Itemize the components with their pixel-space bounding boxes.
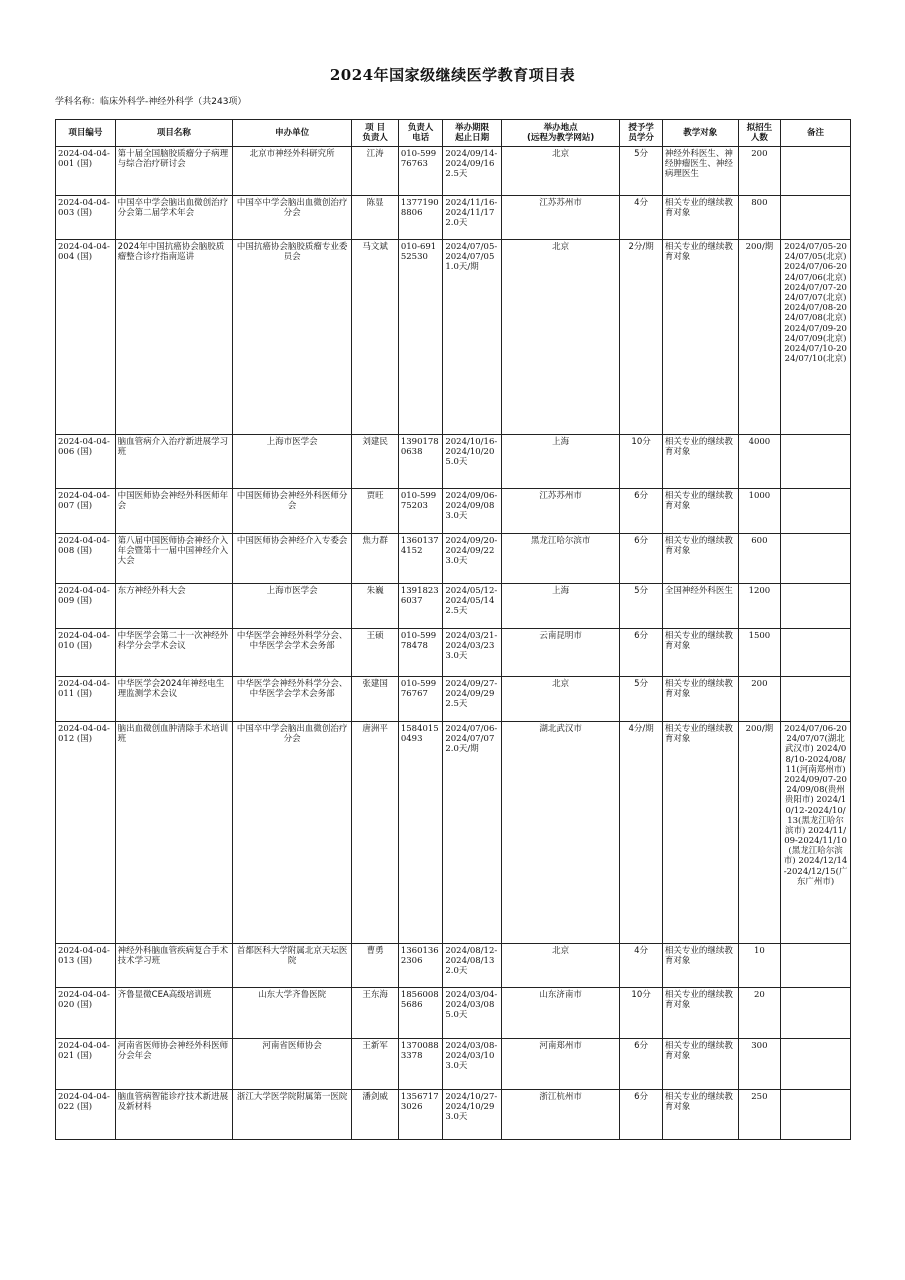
cell-name: 中华医学会2024年神经电生理监测学术会议	[115, 677, 232, 722]
cell-name: 中华医学会第二十一次神经外科学分会学术会议	[115, 629, 232, 677]
cell-target: 相关专业的继续教育对象	[662, 677, 738, 722]
cell-id: 2024-04-04-003 (国)	[56, 196, 116, 240]
cell-period: 2024/03/04-2024/03/08 5.0天	[443, 988, 502, 1039]
cell-credit: 5分	[620, 584, 662, 629]
cell-name: 中国卒中学会脑出血微创治疗分会第二届学术年会	[115, 196, 232, 240]
cell-period: 2024/09/27-2024/09/29 2.5天	[443, 677, 502, 722]
cell-person: 张建国	[352, 677, 399, 722]
cell-id: 2024-04-04-012 (国)	[56, 722, 116, 944]
project-table	[55, 119, 851, 1140]
cell-id: 2024-04-04-021 (国)	[56, 1039, 116, 1090]
cell-note	[781, 147, 851, 196]
cell-place: 北京	[502, 147, 620, 196]
cell-credit: 4分	[620, 944, 662, 988]
cell-note	[781, 1090, 851, 1140]
cell-target: 相关专业的继续教育对象	[662, 240, 738, 435]
cell-credit: 2分/期	[620, 240, 662, 435]
table-row	[56, 435, 851, 489]
cell-period: 2024/10/16-2024/10/20 5.0天	[443, 435, 502, 489]
cell-id: 2024-04-04-004 (国)	[56, 240, 116, 435]
cell-phone: 13601374152	[398, 534, 443, 584]
table-row	[56, 988, 851, 1039]
cell-org: 中国抗癌协会脑胶质瘤专业委员会	[233, 240, 352, 435]
cell-period: 2024/08/12-2024/08/13 2.0天	[443, 944, 502, 988]
cell-name: 东方神经外科大会	[115, 584, 232, 629]
header-id: 项目编号	[56, 120, 116, 147]
table-row	[56, 1039, 851, 1090]
cell-phone: 13901780638	[398, 435, 443, 489]
cell-note	[781, 584, 851, 629]
cell-target: 相关专业的继续教育对象	[662, 435, 738, 489]
cell-credit: 4分/期	[620, 722, 662, 944]
cell-name: 中国医师协会神经外科医师年会	[115, 489, 232, 534]
header-target: 教学对象	[662, 120, 738, 147]
cell-org: 中国卒中学会脑出血微创治疗分会	[233, 196, 352, 240]
cell-period: 2024/09/14-2024/09/16 2.5天	[443, 147, 502, 196]
table-row	[56, 534, 851, 584]
cell-count: 1000	[738, 489, 780, 534]
cell-org: 中华医学会神经外科学分会、中华医学会学术会务部	[233, 629, 352, 677]
cell-phone: 010-59976767	[398, 677, 443, 722]
cell-name: 齐鲁显微CEA高级培训班	[115, 988, 232, 1039]
table-body	[56, 147, 851, 1140]
cell-period: 2024/07/05-2024/07/05 1.0天/期	[443, 240, 502, 435]
cell-period: 2024/07/06-2024/07/07 2.0天/期	[443, 722, 502, 944]
cell-credit: 6分	[620, 489, 662, 534]
cell-period: 2024/11/16-2024/11/17 2.0天	[443, 196, 502, 240]
cell-phone: 18560085686	[398, 988, 443, 1039]
cell-credit: 6分	[620, 1090, 662, 1140]
cell-name: 2024年中国抗癌协会脑胶质瘤整合诊疗指南巡讲	[115, 240, 232, 435]
cell-note	[781, 988, 851, 1039]
cell-id: 2024-04-04-008 (国)	[56, 534, 116, 584]
cell-note: 2024/07/05-2024/07/05(北京) 2024/07/06-2024/07/06(北京) 2024/07/07-2024/07/07(北京) 2024/07/08-2024/07/08(北京) 2024/07/09-2024/07/09(北京) 2024/07/10-2024/07/10(北京)	[781, 240, 851, 435]
cell-note	[781, 196, 851, 240]
cell-org: 首都医科大学附属北京天坛医院	[233, 944, 352, 988]
cell-place: 浙江杭州市	[502, 1090, 620, 1140]
cell-count: 20	[738, 988, 780, 1039]
cell-org: 北京市神经外科研究所	[233, 147, 352, 196]
cell-id: 2024-04-04-011 (国)	[56, 677, 116, 722]
header-person: 项 目 负责人	[352, 120, 399, 147]
cell-count: 250	[738, 1090, 780, 1140]
cell-person: 王新军	[352, 1039, 399, 1090]
cell-credit: 10分	[620, 435, 662, 489]
cell-phone: 010-59975203	[398, 489, 443, 534]
cell-place: 江苏苏州市	[502, 489, 620, 534]
cell-count: 800	[738, 196, 780, 240]
cell-credit: 5分	[620, 677, 662, 722]
cell-place: 河南郑州市	[502, 1039, 620, 1090]
cell-phone: 010-59976763	[398, 147, 443, 196]
cell-target: 相关专业的继续教育对象	[662, 944, 738, 988]
cell-target: 相关专业的继续教育对象	[662, 722, 738, 944]
cell-note	[781, 435, 851, 489]
cell-target: 相关专业的继续教育对象	[662, 489, 738, 534]
cell-org: 上海市医学会	[233, 435, 352, 489]
cell-org: 中国卒中学会脑出血微创治疗分会	[233, 722, 352, 944]
header-phone: 负责人 电话	[398, 120, 443, 147]
cell-place: 云南昆明市	[502, 629, 620, 677]
table-row	[56, 196, 851, 240]
table-row	[56, 489, 851, 534]
cell-target: 全国神经外科医生	[662, 584, 738, 629]
header-org: 申办单位	[233, 120, 352, 147]
cell-id: 2024-04-04-009 (国)	[56, 584, 116, 629]
cell-person: 马文斌	[352, 240, 399, 435]
cell-place: 北京	[502, 677, 620, 722]
cell-count: 300	[738, 1039, 780, 1090]
cell-person: 贾旺	[352, 489, 399, 534]
cell-period: 2024/03/08-2024/03/10 3.0天	[443, 1039, 502, 1090]
cell-count: 200/期	[738, 240, 780, 435]
cell-phone: 13700883378	[398, 1039, 443, 1090]
cell-target: 神经外科医生、神经肿瘤医生、神经病理医生	[662, 147, 738, 196]
header-name: 项目名称	[115, 120, 232, 147]
cell-id: 2024-04-04-022 (国)	[56, 1090, 116, 1140]
cell-org: 河南省医师协会	[233, 1039, 352, 1090]
cell-credit: 10分	[620, 988, 662, 1039]
cell-name: 第十届全国脑胶质瘤分子病理与综合治疗研讨会	[115, 147, 232, 196]
cell-credit: 6分	[620, 629, 662, 677]
cell-person: 江涛	[352, 147, 399, 196]
cell-org: 中国医师协会神经介入专委会	[233, 534, 352, 584]
cell-note	[781, 489, 851, 534]
cell-note	[781, 534, 851, 584]
cell-phone: 010-59978478	[398, 629, 443, 677]
cell-id: 2024-04-04-001 (国)	[56, 147, 116, 196]
cell-org: 上海市医学会	[233, 584, 352, 629]
cell-note	[781, 629, 851, 677]
cell-count: 200/期	[738, 722, 780, 944]
page-title: 2024年国家级继续医学教育项目表	[329, 66, 576, 84]
table-row	[56, 240, 851, 435]
cell-place: 湖北武汉市	[502, 722, 620, 944]
header-count: 拟招生 人数	[738, 120, 780, 147]
cell-person: 曹勇	[352, 944, 399, 988]
cell-period: 2024/05/12-2024/05/14 2.5天	[443, 584, 502, 629]
cell-name: 神经外科脑血管疾病复合手术技术学习班	[115, 944, 232, 988]
cell-phone: 13601362306	[398, 944, 443, 988]
cell-count: 200	[738, 677, 780, 722]
cell-count: 1200	[738, 584, 780, 629]
cell-credit: 5分	[620, 147, 662, 196]
cell-person: 王硕	[352, 629, 399, 677]
cell-name: 第八届中国医师协会神经介入年会暨第十一届中国神经介入大会	[115, 534, 232, 584]
table-row	[56, 722, 851, 944]
cell-note	[781, 1039, 851, 1090]
table-row	[56, 1090, 851, 1140]
cell-place: 黑龙江哈尔滨市	[502, 534, 620, 584]
cell-phone: 13918236037	[398, 584, 443, 629]
cell-id: 2024-04-04-013 (国)	[56, 944, 116, 988]
table-row	[56, 677, 851, 722]
cell-place: 江苏苏州市	[502, 196, 620, 240]
cell-person: 刘建民	[352, 435, 399, 489]
cell-target: 相关专业的继续教育对象	[662, 196, 738, 240]
cell-name: 脑血管病智能诊疗技术新进展及新材料	[115, 1090, 232, 1140]
cell-name: 脑出血微创血肿清除手术培训班	[115, 722, 232, 944]
cell-note	[781, 677, 851, 722]
header-note: 备注	[781, 120, 851, 147]
cell-id: 2024-04-04-020 (国)	[56, 988, 116, 1039]
cell-phone: 13567173026	[398, 1090, 443, 1140]
header-place: 举办地点 (远程为教学网站)	[502, 120, 620, 147]
cell-place: 北京	[502, 944, 620, 988]
cell-target: 相关专业的继续教育对象	[662, 629, 738, 677]
cell-place: 上海	[502, 584, 620, 629]
cell-note	[781, 944, 851, 988]
cell-place: 上海	[502, 435, 620, 489]
table-row	[56, 584, 851, 629]
cell-person: 王东海	[352, 988, 399, 1039]
header-period: 举办期限 起止日期	[443, 120, 502, 147]
cell-count: 4000	[738, 435, 780, 489]
cell-org: 山东大学齐鲁医院	[233, 988, 352, 1039]
cell-period: 2024/09/06-2024/09/08 3.0天	[443, 489, 502, 534]
cell-target: 相关专业的继续教育对象	[662, 1090, 738, 1140]
cell-id: 2024-04-04-010 (国)	[56, 629, 116, 677]
cell-target: 相关专业的继续教育对象	[662, 1039, 738, 1090]
cell-org: 浙江大学医学院附属第一医院	[233, 1090, 352, 1140]
header-credit: 授予学 员学分	[620, 120, 662, 147]
cell-target: 相关专业的继续教育对象	[662, 988, 738, 1039]
cell-person: 唐洲平	[352, 722, 399, 944]
cell-phone: 010-69152530	[398, 240, 443, 435]
subject-label: 学科名称：临床外科学-神经外科学（共243项）	[55, 97, 247, 107]
cell-place: 北京	[502, 240, 620, 435]
cell-person: 焦力群	[352, 534, 399, 584]
cell-org: 中国医师协会神经外科医师分会	[233, 489, 352, 534]
cell-count: 1500	[738, 629, 780, 677]
cell-credit: 6分	[620, 534, 662, 584]
cell-count: 200	[738, 147, 780, 196]
cell-count: 600	[738, 534, 780, 584]
cell-org: 中华医学会神经外科学分会、中华医学会学术会务部	[233, 677, 352, 722]
cell-note: 2024/07/06-2024/07/07(湖北武汉市) 2024/08/10-2024/08/11(河南郑州市) 2024/09/07-2024/09/08(贵州贵阳市) 2024/10/12-2024/10/13(黑龙江哈尔滨市) 2024/11/09-2024/11/10(黑龙江哈尔滨市) 2024/12/14-2024/12/15(广东广州市)	[781, 722, 851, 944]
cell-period: 2024/03/21-2024/03/23 3.0天	[443, 629, 502, 677]
table-row	[56, 147, 851, 196]
cell-person: 朱巍	[352, 584, 399, 629]
table-row	[56, 629, 851, 677]
cell-credit: 6分	[620, 1039, 662, 1090]
cell-person: 陈显	[352, 196, 399, 240]
cell-period: 2024/10/27-2024/10/29 3.0天	[443, 1090, 502, 1140]
header-row	[56, 120, 851, 147]
cell-place: 山东济南市	[502, 988, 620, 1039]
cell-person: 潘剑威	[352, 1090, 399, 1140]
cell-name: 脑血管病介入治疗新进展学习班	[115, 435, 232, 489]
cell-phone: 13771908806	[398, 196, 443, 240]
cell-id: 2024-04-04-006 (国)	[56, 435, 116, 489]
cell-credit: 4分	[620, 196, 662, 240]
cell-id: 2024-04-04-007 (国)	[56, 489, 116, 534]
cell-period: 2024/09/20-2024/09/22 3.0天	[443, 534, 502, 584]
cell-phone: 15840150493	[398, 722, 443, 944]
cell-target: 相关专业的继续教育对象	[662, 534, 738, 584]
table-row	[56, 944, 851, 988]
cell-name: 河南省医师协会神经外科医师分会年会	[115, 1039, 232, 1090]
cell-count: 10	[738, 944, 780, 988]
